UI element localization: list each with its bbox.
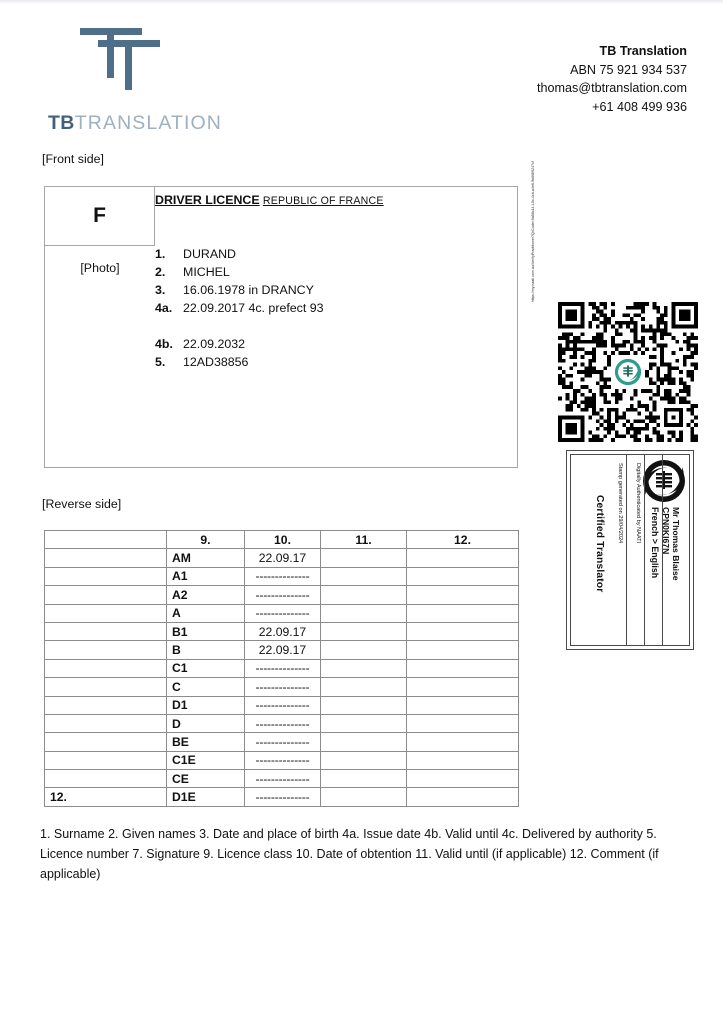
cell-comment bbox=[407, 770, 519, 788]
licence-class-table bbox=[44, 530, 519, 807]
table-cell-empty bbox=[45, 659, 167, 677]
field-spacer bbox=[155, 317, 324, 335]
table-cell-empty bbox=[45, 567, 167, 585]
cell-licence-class: B bbox=[167, 641, 245, 659]
field-value: 22.09.2017 4c. prefect 93 bbox=[183, 301, 324, 315]
cell-date-obtention: -------------- bbox=[245, 714, 321, 732]
cell-licence-class: BE bbox=[167, 733, 245, 751]
cell-licence-class: C bbox=[167, 678, 245, 696]
cell-licence-class: A bbox=[167, 604, 245, 622]
cell-date-obtention: -------------- bbox=[245, 678, 321, 696]
cell-licence-class: C1 bbox=[167, 659, 245, 677]
table-row bbox=[45, 770, 519, 788]
cell-licence-class: A2 bbox=[167, 586, 245, 604]
stamp-authentication: Digitally Authenticated by NAATI bbox=[635, 463, 641, 544]
cell-valid-until bbox=[321, 714, 407, 732]
cell-comment bbox=[407, 696, 519, 714]
table-row bbox=[45, 696, 519, 714]
table-row bbox=[45, 641, 519, 659]
brand-wordmark bbox=[48, 112, 222, 135]
cell-date-obtention: -------------- bbox=[245, 696, 321, 714]
stamp-role: Certified Translator bbox=[594, 495, 605, 593]
company-abn: ABN 75 921 934 537 bbox=[570, 62, 687, 77]
reverse-side-label: [Reverse side] bbox=[42, 497, 122, 511]
table-cell-empty bbox=[45, 549, 167, 567]
table-row bbox=[45, 622, 519, 640]
cell-valid-until bbox=[321, 788, 407, 806]
cell-valid-until bbox=[321, 567, 407, 585]
field-row bbox=[155, 263, 324, 281]
table-cell-empty bbox=[45, 586, 167, 604]
table-row bbox=[45, 733, 519, 751]
field-number: 5. bbox=[155, 355, 166, 369]
cell-date-obtention: -------------- bbox=[245, 567, 321, 585]
table-cell-empty bbox=[45, 622, 167, 640]
cell-date-obtention: -------------- bbox=[245, 733, 321, 751]
licence-title-country: REPUBLIC OF FRANCE bbox=[262, 195, 384, 207]
cell-comment bbox=[407, 567, 519, 585]
cell-date-obtention: -------------- bbox=[245, 659, 321, 677]
cell-valid-until bbox=[321, 733, 407, 751]
cell-valid-until bbox=[321, 696, 407, 714]
naati-seal-icon bbox=[612, 356, 644, 388]
cell-comment bbox=[407, 586, 519, 604]
licence-title bbox=[155, 193, 384, 207]
cell-date-obtention: -------------- bbox=[245, 770, 321, 788]
naati-logo-icon bbox=[642, 459, 686, 503]
field-row bbox=[155, 281, 324, 299]
cell-licence-class: AM bbox=[167, 549, 245, 567]
cell-comment bbox=[407, 714, 519, 732]
table-row bbox=[45, 549, 519, 567]
brand-logo bbox=[40, 24, 270, 134]
table-cell-empty bbox=[45, 733, 167, 751]
cell-date-obtention: 22.09.17 bbox=[245, 641, 321, 659]
stamp-divider bbox=[626, 455, 627, 645]
licence-title-main: DRIVER LICENCE bbox=[155, 193, 260, 207]
field-row bbox=[155, 335, 324, 353]
table-row bbox=[45, 788, 519, 806]
cell-licence-class: C1E bbox=[167, 751, 245, 769]
column-header-valid: 11. bbox=[321, 531, 407, 549]
cell-comment bbox=[407, 549, 519, 567]
cell-comment bbox=[407, 641, 519, 659]
qr-code[interactable] bbox=[558, 302, 698, 442]
cell-valid-until bbox=[321, 751, 407, 769]
cell-valid-until bbox=[321, 641, 407, 659]
column-header-class: 9. bbox=[167, 531, 245, 549]
field-number: 1. bbox=[155, 247, 166, 261]
front-side-label: [Front side] bbox=[42, 152, 104, 166]
licence-front-card bbox=[44, 186, 518, 468]
cell-date-obtention: 22.09.17 bbox=[245, 622, 321, 640]
table-cell-empty bbox=[45, 678, 167, 696]
brand-wordmark-rest: TRANSLATION bbox=[74, 112, 222, 134]
table-row bbox=[45, 751, 519, 769]
table-row bbox=[45, 586, 519, 604]
table-cell-empty bbox=[45, 770, 167, 788]
stamp-practitioner-id: CPN0KI67N bbox=[661, 507, 671, 555]
stamp-language-pair: French > English bbox=[650, 507, 660, 579]
cell-licence-class: D bbox=[167, 714, 245, 732]
field-row bbox=[155, 245, 324, 263]
field-value: 12AD38856 bbox=[183, 355, 249, 369]
brand-wordmark-bold: TB bbox=[48, 112, 75, 134]
field-value: 22.09.2032 bbox=[183, 337, 246, 351]
cell-licence-class: CE bbox=[167, 770, 245, 788]
cell-date-obtention: -------------- bbox=[245, 586, 321, 604]
licence-fields bbox=[155, 245, 324, 371]
company-name: TB Translation bbox=[599, 44, 687, 58]
country-code-box bbox=[45, 187, 155, 246]
cell-comment bbox=[407, 733, 519, 751]
qr-verification-url: https://my.naati.com.au/VerifyPractitioner?QrCode=9a98c14-t-0c-4cb-a4e6-9b6f8f9247cf bbox=[531, 161, 535, 302]
field-row bbox=[155, 299, 324, 317]
cell-date-obtention: -------------- bbox=[245, 604, 321, 622]
stamp-generated-date: Stamp generated on 29/04/2024 bbox=[617, 463, 623, 544]
column-header-comment: 12. bbox=[407, 531, 519, 549]
column-header-obtention: 10. bbox=[245, 531, 321, 549]
stamp-divider bbox=[644, 455, 645, 645]
cell-licence-class: B1 bbox=[167, 622, 245, 640]
cell-valid-until bbox=[321, 586, 407, 604]
table-cell-empty bbox=[45, 751, 167, 769]
cell-valid-until bbox=[321, 604, 407, 622]
cell-comment bbox=[407, 622, 519, 640]
naati-certification-stamp bbox=[566, 450, 694, 650]
cell-licence-class: A1 bbox=[167, 567, 245, 585]
cell-date-obtention: -------------- bbox=[245, 751, 321, 769]
field-number: 2. bbox=[155, 265, 166, 279]
cell-comment bbox=[407, 751, 519, 769]
cell-comment bbox=[407, 678, 519, 696]
cell-valid-until bbox=[321, 622, 407, 640]
field-row bbox=[155, 353, 324, 371]
table-cell-empty bbox=[45, 604, 167, 622]
table-cell-empty bbox=[45, 641, 167, 659]
cell-valid-until bbox=[321, 659, 407, 677]
table-cell-empty bbox=[45, 696, 167, 714]
cell-date-obtention: -------------- bbox=[245, 788, 321, 806]
cell-valid-until bbox=[321, 549, 407, 567]
cell-licence-class: D1 bbox=[167, 696, 245, 714]
field-legend: 1. Surname 2. Given names 3. Date and place of birth 4a. Issue date 4b. Valid until 4c. Delivered by authority 5. Licence number 7. Signature 9. Licence class 10. Date of obtention 11. Valid until (if applicable) 12. Comment (if applicable) bbox=[40, 827, 659, 881]
table-row bbox=[45, 678, 519, 696]
cell-comment bbox=[407, 604, 519, 622]
comment-section-label: 12. bbox=[45, 788, 167, 806]
photo-placeholder: [Photo] bbox=[80, 261, 120, 275]
field-number: 3. bbox=[155, 283, 166, 297]
country-code-letter: F bbox=[93, 204, 106, 227]
field-number: 4a. bbox=[155, 301, 173, 315]
table-row bbox=[45, 659, 519, 677]
table-row bbox=[45, 567, 519, 585]
column-header-blank bbox=[45, 531, 167, 549]
cell-valid-until bbox=[321, 770, 407, 788]
cell-date-obtention: 22.09.17 bbox=[245, 549, 321, 567]
company-email: thomas@tbtranslation.com bbox=[537, 81, 687, 95]
table-row bbox=[45, 714, 519, 732]
stamp-translator-name: Mr Thomas Blaise bbox=[671, 507, 681, 581]
table-cell-empty bbox=[45, 714, 167, 732]
table-row bbox=[45, 604, 519, 622]
field-value: DURAND bbox=[183, 247, 237, 261]
cell-valid-until bbox=[321, 678, 407, 696]
field-number: 4b. bbox=[155, 337, 173, 351]
company-contact-block bbox=[537, 42, 687, 116]
cell-licence-class: D1E bbox=[167, 788, 245, 806]
table-header-row bbox=[45, 531, 519, 549]
stamp-inner-border bbox=[570, 454, 690, 646]
double-t-logo-icon bbox=[70, 24, 180, 90]
company-phone: +61 408 499 936 bbox=[592, 99, 687, 114]
cell-comment bbox=[407, 659, 519, 677]
page-top-edge bbox=[0, 0, 723, 4]
field-value: 16.06.1978 in DRANCY bbox=[183, 283, 314, 297]
field-value: MICHEL bbox=[183, 265, 230, 279]
cell-comment bbox=[407, 788, 519, 806]
